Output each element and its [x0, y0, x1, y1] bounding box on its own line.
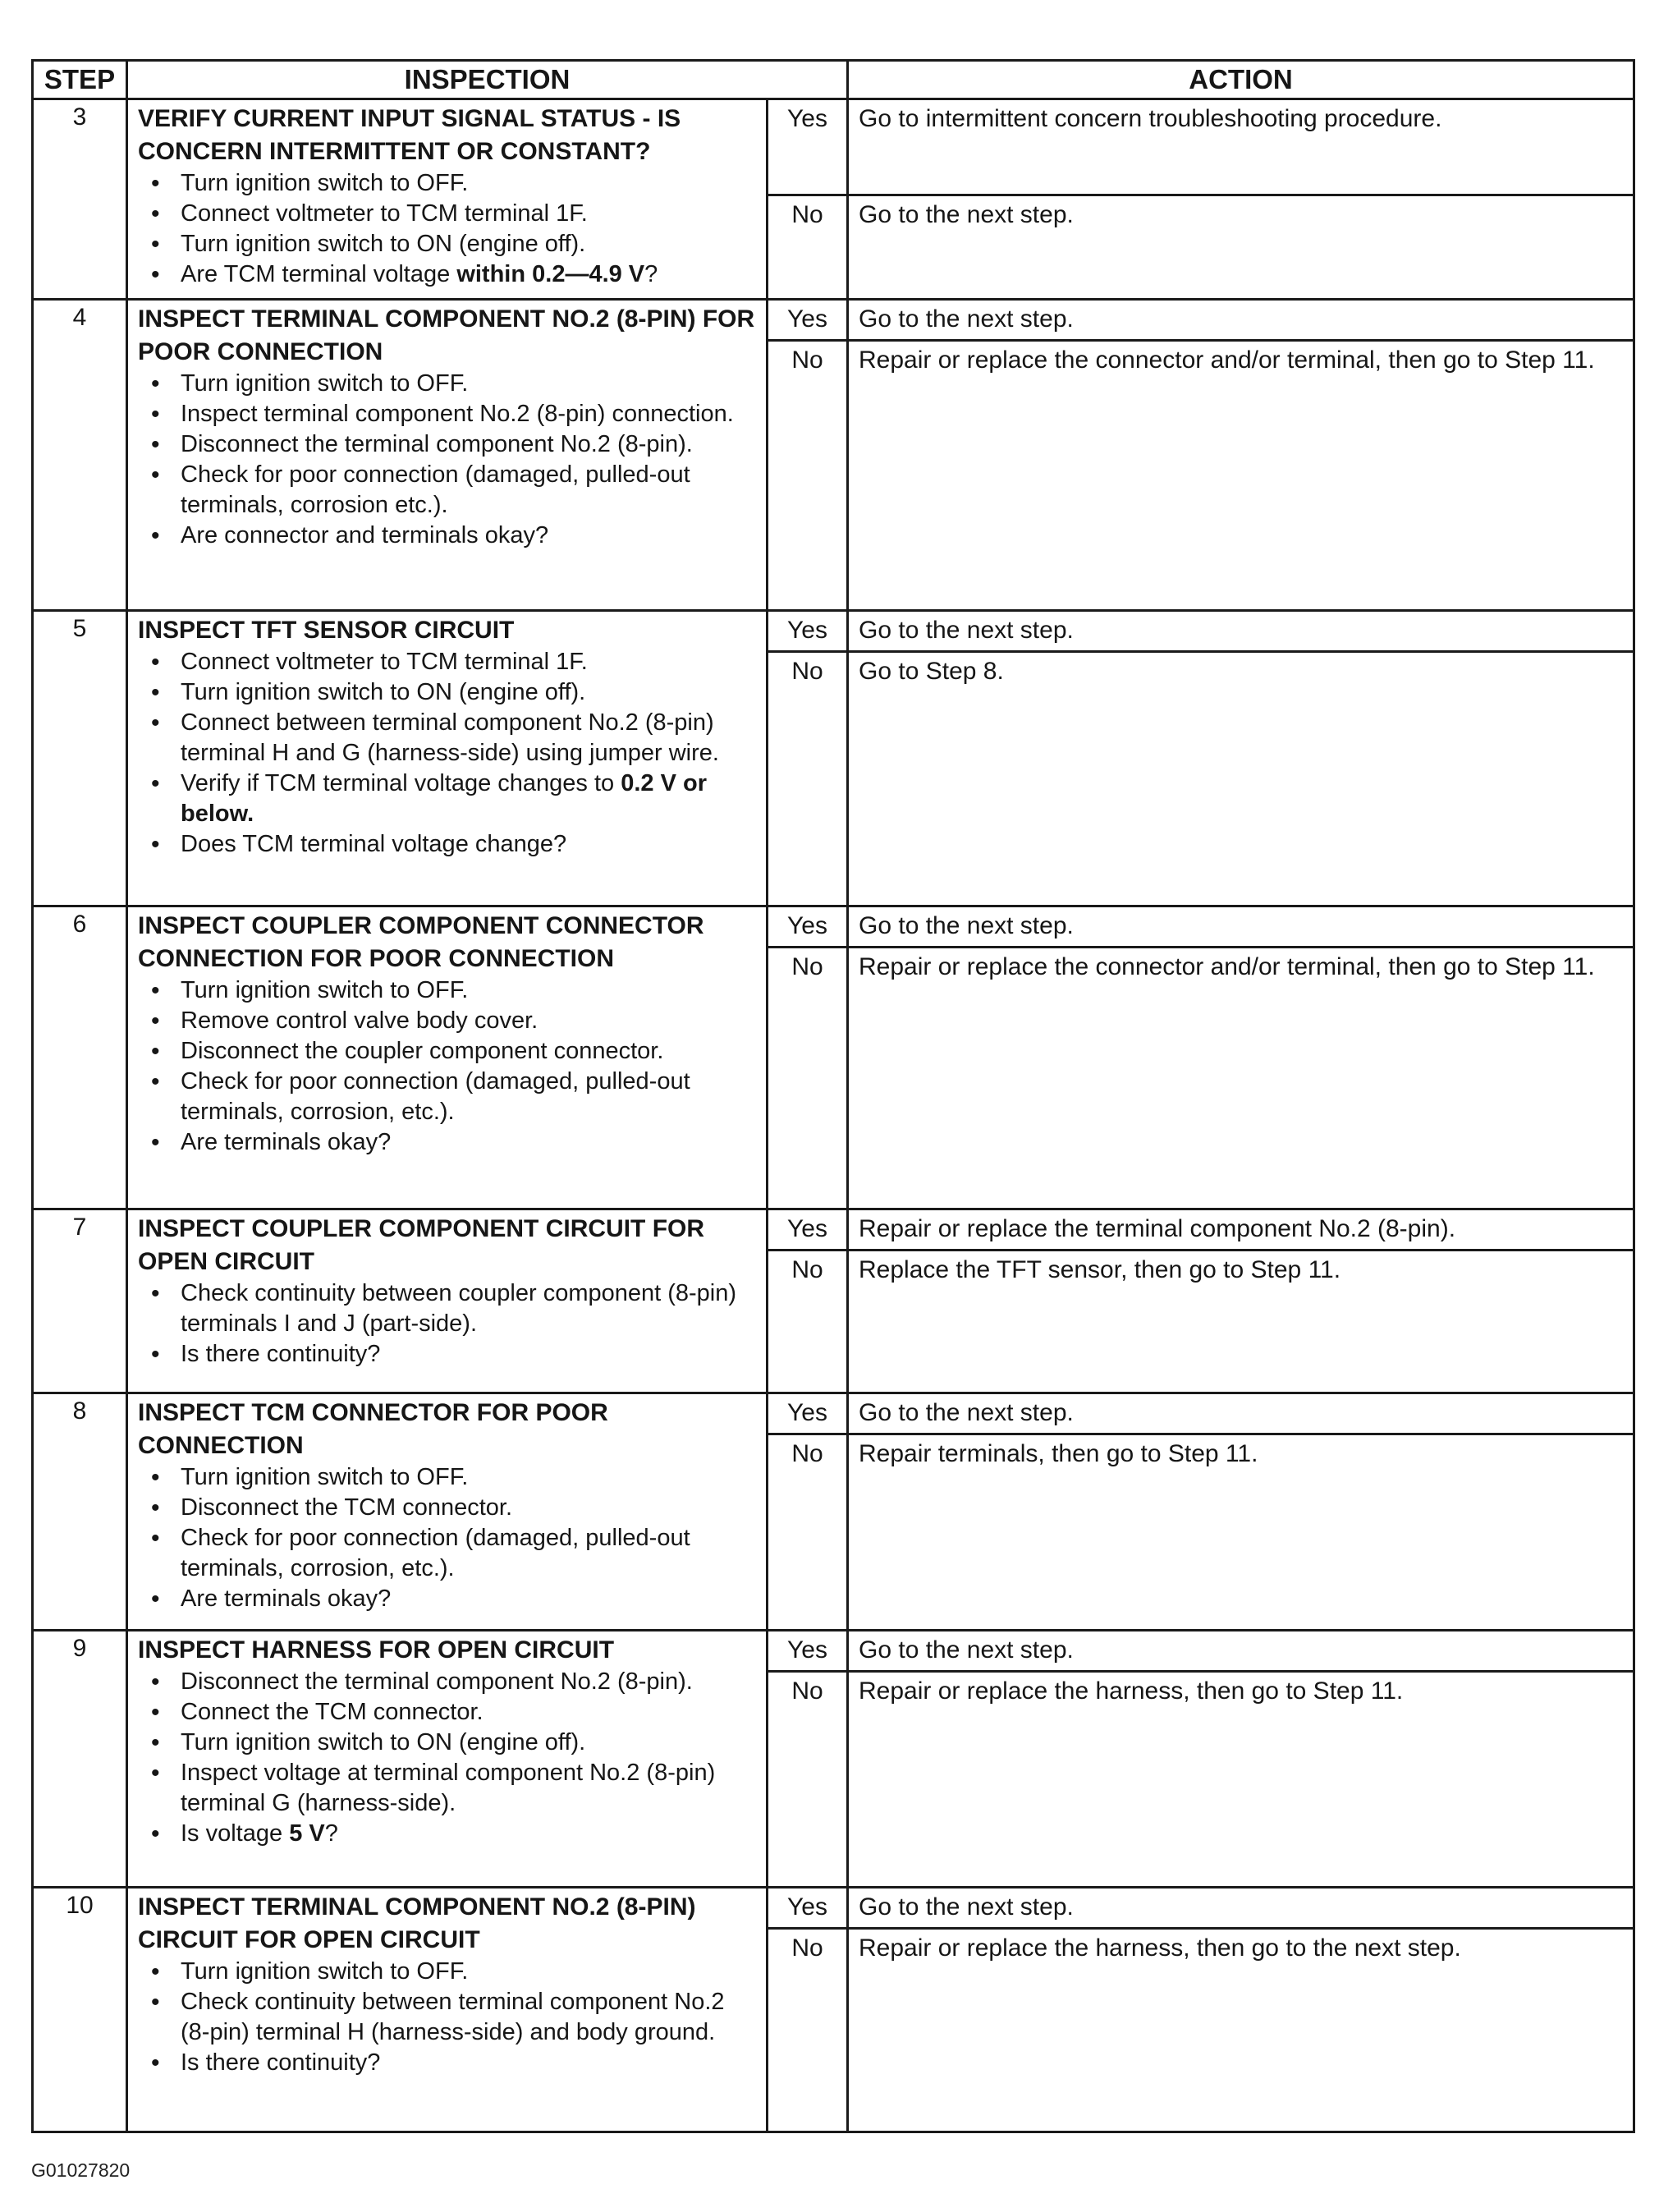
inspection-cell [127, 611, 768, 906]
inspection-bullets [138, 1278, 758, 1370]
action-no: Repair or replace the connector and/or terminal, then go to Step 11. [848, 948, 1634, 1209]
bullet-text: Inspect voltage at terminal component No.2 (8-pin) terminal G (harness-side). [181, 1760, 716, 1816]
inspection-title: VERIFY CURRENT INPUT SIGNAL STATUS - IS CONCERN INTERMITTENT OR CONSTANT? [138, 105, 681, 165]
bullet-emphasis: 0.2 V or below. [181, 770, 707, 827]
inspection-cell [127, 299, 768, 610]
inspection-title: INSPECT COUPLER COMPONENT CONNECTOR CONNECTION FOR POOR CONNECTION [138, 911, 704, 972]
bullet-text: Turn ignition switch to ON (engine off). [181, 231, 586, 257]
answer-yes: Yes [768, 1209, 848, 1250]
bullet-text: Turn ignition switch to OFF. [181, 170, 469, 196]
bullet-text: Turn ignition switch to ON (engine off). [181, 1729, 586, 1755]
inspection-title: INSPECT TCM CONNECTOR FOR POOR CONNECTION [138, 1398, 608, 1459]
inspection-bullet [138, 199, 758, 229]
step-number: 10 [33, 1887, 127, 2132]
bullet-text: Are terminals okay? [181, 1585, 392, 1612]
inspection-bullet [138, 1067, 758, 1127]
bullet-text: Are terminals okay? [181, 1128, 392, 1155]
bullet-text: Check continuity between terminal component No.2 (8-pin) terminal H (harness-side) and body ground. [181, 1988, 725, 2045]
answer-yes: Yes [768, 1393, 848, 1434]
step-number: 9 [33, 1631, 127, 1888]
inspection-bullet [138, 1127, 758, 1158]
inspection-title: INSPECT TERMINAL COMPONENT NO.2 (8-PIN) FOR POOR CONNECTION [138, 305, 755, 365]
answer-no: No [768, 1928, 848, 2132]
answer-yes: Yes [768, 906, 848, 947]
step-number: 3 [33, 99, 127, 300]
inspection-bullet [138, 1462, 758, 1493]
inspection-bullets [138, 1667, 758, 1849]
bullet-text: Disconnect the terminal component No.2 (8-pin). [181, 1668, 693, 1695]
inspection-bullet [138, 399, 758, 429]
step-row [33, 1887, 1634, 1928]
inspection-bullet [138, 1758, 758, 1819]
bullet-emphasis: within 0.2—4.9 V [456, 261, 645, 287]
inspection-bullet [138, 1493, 758, 1523]
action-no: Repair or replace the harness, then go to Step 11. [848, 1672, 1634, 1887]
answer-no: No [768, 1251, 848, 1393]
action-no: Repair or replace the harness, then go to the next step. [848, 1928, 1634, 2132]
inspection-bullet [138, 1006, 758, 1036]
inspection-bullets [138, 369, 758, 551]
bullet-text: Disconnect the TCM connector. [181, 1494, 513, 1521]
action-yes: Go to the next step. [848, 1887, 1634, 1928]
inspection-bullet [138, 1339, 758, 1370]
bullet-text: Turn ignition switch to OFF. [181, 976, 469, 1003]
inspection-bullet [138, 229, 758, 259]
inspection-bullets [138, 975, 758, 1158]
inspection-bullet [138, 647, 758, 677]
inspection-bullets [138, 1957, 758, 2078]
inspection-bullet [138, 708, 758, 769]
action-yes: Go to the next step. [848, 1393, 1634, 1434]
inspection-cell [127, 99, 768, 300]
bullet-text: Check continuity between coupler component (8-pin) terminals I and J (part-side). [181, 1279, 737, 1337]
bullet-text: Check for poor connection (damaged, pulled-out terminals, corrosion, etc.). [181, 1524, 690, 1581]
action-yes: Go to the next step. [848, 1631, 1634, 1672]
inspection-cell [127, 1887, 768, 2132]
answer-no: No [768, 195, 848, 299]
inspection-bullets [138, 647, 758, 860]
step-number: 8 [33, 1393, 127, 1630]
step-row [33, 1393, 1634, 1434]
inspection-bullet [138, 460, 758, 521]
bullet-text: Is there continuity? [181, 1340, 381, 1367]
inspection-bullet [138, 1987, 758, 2048]
answer-yes: Yes [768, 1887, 848, 1928]
step-row [33, 906, 1634, 947]
step-row [33, 1209, 1634, 1250]
step-row [33, 611, 1634, 652]
answer-no: No [768, 652, 848, 906]
inspection-bullet [138, 677, 758, 708]
inspection-bullet [138, 1278, 758, 1339]
bullet-text: Are connector and terminals okay? [181, 521, 549, 548]
inspection-bullet [138, 975, 758, 1006]
bullet-text: Check for poor connection (damaged, pulled-out terminals, corrosion, etc.). [181, 1067, 690, 1125]
inspection-cell [127, 906, 768, 1209]
action-no: Go to the next step. [848, 195, 1634, 299]
step-row [33, 1631, 1634, 1672]
bullet-text: Verify if TCM terminal voltage changes to [181, 770, 621, 796]
bullet-text: Connect between terminal component No.2 (8-pin) terminal H and G (harness-side) using jumper wire. [181, 709, 719, 766]
figure-id: G01027820 [31, 2159, 131, 2181]
inspection-bullet [138, 1667, 758, 1697]
inspection-bullet [138, 429, 758, 460]
step-number: 4 [33, 299, 127, 610]
inspection-bullet [138, 259, 758, 290]
diagnostic-table [31, 59, 1635, 2133]
action-no: Replace the TFT sensor, then go to Step 11. [848, 1251, 1634, 1393]
inspection-cell [127, 1393, 768, 1630]
bullet-text-tail: ? [644, 261, 658, 287]
bullet-text: Connect voltmeter to TCM terminal 1F. [181, 200, 588, 227]
inspection-column-header: INSPECTION [127, 61, 848, 99]
inspection-bullet [138, 1728, 758, 1758]
inspection-cell [127, 1631, 768, 1888]
step-column-header: STEP [33, 61, 127, 99]
step-row [33, 99, 1634, 195]
action-yes: Go to the next step. [848, 611, 1634, 652]
inspection-cell [127, 1209, 768, 1393]
bullet-text: Remove control valve body cover. [181, 1007, 538, 1034]
answer-yes: Yes [768, 99, 848, 195]
bullet-text: Turn ignition switch to OFF. [181, 369, 469, 397]
action-yes: Go to the next step. [848, 906, 1634, 947]
answer-no: No [768, 341, 848, 611]
inspection-bullet [138, 1819, 758, 1849]
answer-no: No [768, 1434, 848, 1631]
inspection-bullet [138, 769, 758, 829]
inspection-bullet [138, 168, 758, 199]
bullet-text: Turn ignition switch to ON (engine off). [181, 679, 586, 705]
inspection-bullet [138, 1697, 758, 1728]
answer-no: No [768, 1672, 848, 1887]
bullet-text: Does TCM terminal voltage change? [181, 831, 567, 857]
action-column-header: ACTION [848, 61, 1634, 99]
step-number: 7 [33, 1209, 127, 1393]
inspection-title: INSPECT TFT SENSOR CIRCUIT [138, 617, 515, 644]
inspection-bullet [138, 1584, 758, 1614]
inspection-bullet [138, 369, 758, 399]
bullet-text: Are TCM terminal voltage [181, 261, 457, 287]
inspection-bullet [138, 521, 758, 551]
inspection-bullet [138, 2048, 758, 2078]
bullet-text: Connect voltmeter to TCM terminal 1F. [181, 649, 588, 675]
bullet-text: Inspect terminal component No.2 (8-pin) connection. [181, 400, 734, 427]
inspection-bullet [138, 829, 758, 860]
inspection-title: INSPECT HARNESS FOR OPEN CIRCUIT [138, 1636, 615, 1664]
bullet-text-tail: ? [324, 1820, 338, 1847]
answer-yes: Yes [768, 299, 848, 340]
step-row [33, 299, 1634, 340]
bullet-emphasis: 5 V [289, 1820, 325, 1847]
answer-yes: Yes [768, 1631, 848, 1672]
bullet-text: Is there continuity? [181, 2049, 381, 2076]
table-body [33, 99, 1634, 2132]
bullet-text: Turn ignition switch to OFF. [181, 1463, 469, 1490]
inspection-bullet [138, 1036, 758, 1067]
inspection-bullets [138, 168, 758, 290]
bullet-text: Disconnect the coupler component connector. [181, 1037, 664, 1064]
step-number: 5 [33, 611, 127, 906]
bullet-text: Connect the TCM connector. [181, 1699, 483, 1725]
bullet-text: Is voltage [181, 1820, 290, 1847]
inspection-bullets [138, 1462, 758, 1614]
bullet-text: Disconnect the terminal component No.2 (8-pin). [181, 430, 693, 457]
inspection-bullet [138, 1957, 758, 1987]
bullet-text: Check for poor connection (damaged, pulled-out terminals, corrosion etc.). [181, 461, 690, 518]
bullet-text: Turn ignition switch to OFF. [181, 1957, 469, 1985]
answer-no: No [768, 948, 848, 1209]
inspection-title: INSPECT COUPLER COMPONENT CIRCUIT FOR OPEN CIRCUIT [138, 1214, 705, 1275]
action-yes: Go to the next step. [848, 299, 1634, 340]
action-no: Repair or replace the connector and/or terminal, then go to Step 11. [848, 341, 1634, 611]
step-number: 6 [33, 906, 127, 1209]
action-no: Repair terminals, then go to Step 11. [848, 1434, 1634, 1631]
action-no: Go to Step 8. [848, 652, 1634, 906]
action-yes: Go to intermittent concern troubleshooting procedure. [848, 99, 1634, 195]
action-yes: Repair or replace the terminal component No.2 (8-pin). [848, 1209, 1634, 1250]
inspection-bullet [138, 1523, 758, 1584]
answer-yes: Yes [768, 611, 848, 652]
table-header-row [33, 61, 1634, 99]
inspection-title: INSPECT TERMINAL COMPONENT NO.2 (8-PIN) CIRCUIT FOR OPEN CIRCUIT [138, 1893, 696, 1953]
